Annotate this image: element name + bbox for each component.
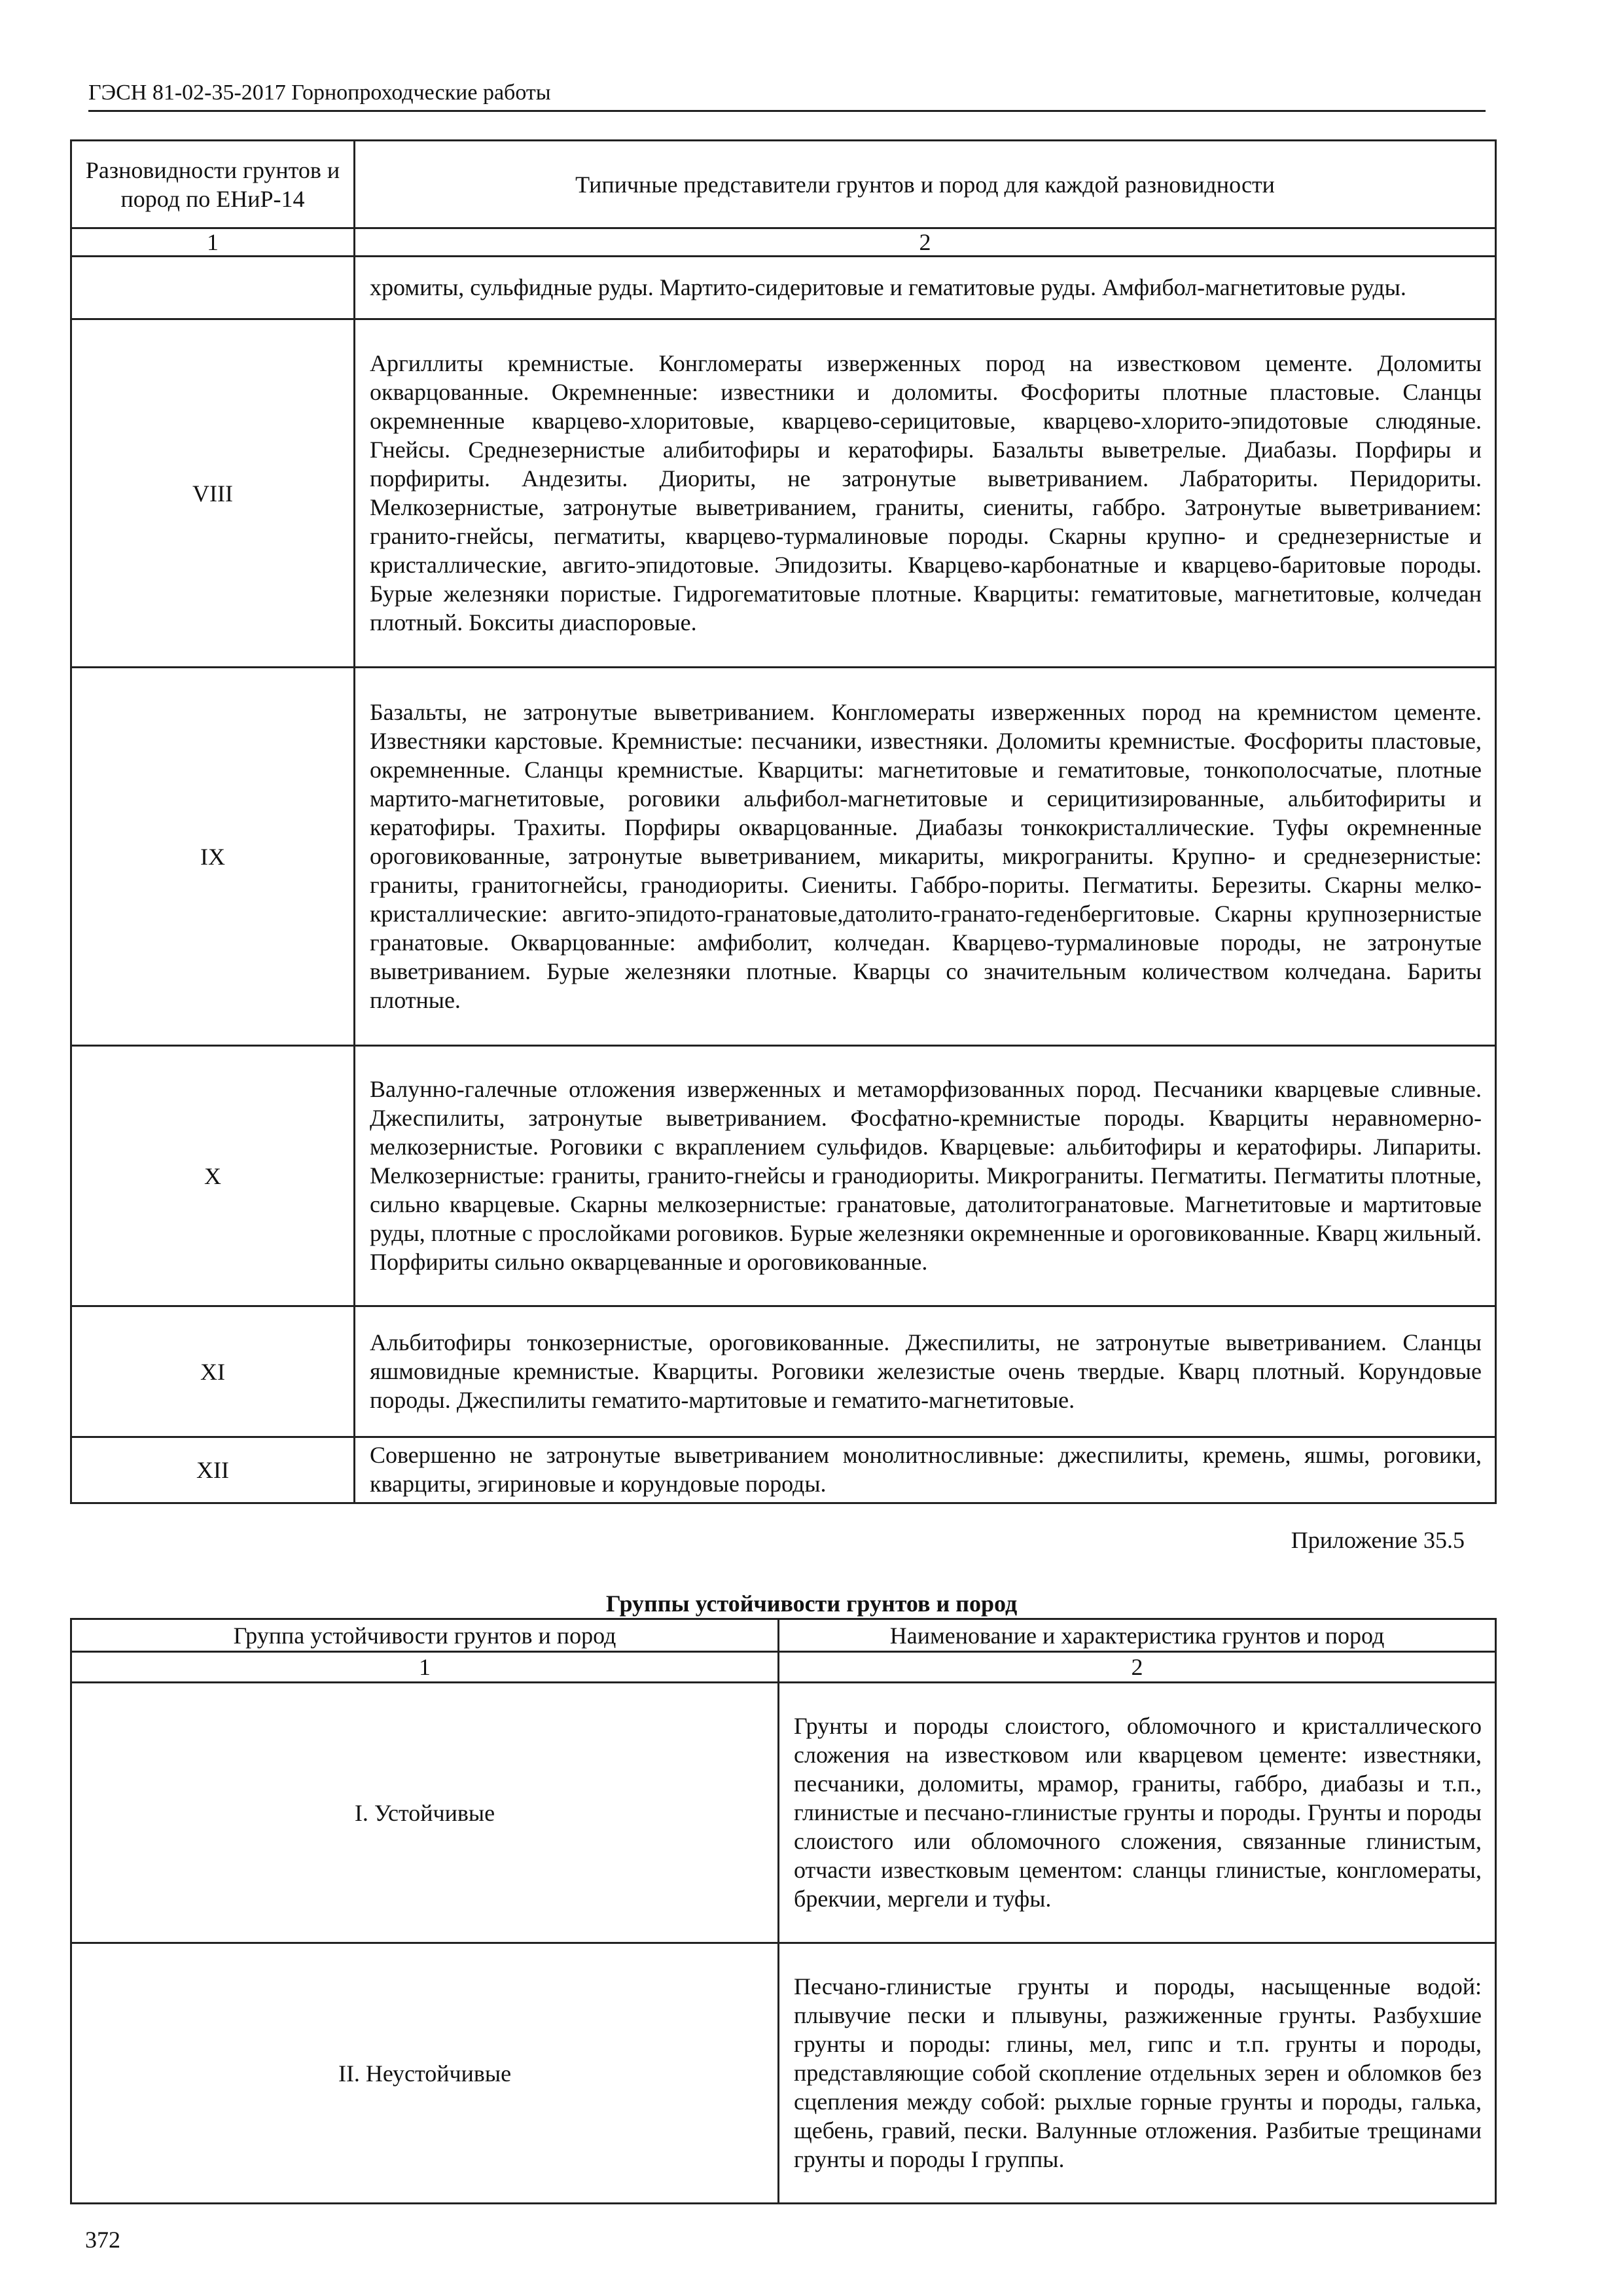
rock-classification-table (70, 139, 1497, 1504)
table-row (71, 319, 1496, 668)
table-row (71, 1943, 1496, 2204)
column-number-2: 2 (779, 1652, 1496, 1683)
category-cell: X (71, 1046, 355, 1306)
appendix-label: Приложение 35.5 (1291, 1527, 1465, 1553)
page-number: 372 (85, 2227, 120, 2253)
table-header-row (71, 141, 1496, 228)
table-row (71, 668, 1496, 1046)
characteristics-cell: Грунты и породы слоистого, обломочного и кристаллического сложения на известковом или кварцевом цементе: известняки, песчаники, доломиты, мрамор, граниты, габбро, диабазы и т.п., глинистые и песчано-глинистые грунты и породы. Грунты и породы слоистого или обломочного сложения, связанные глинистым, отчасти известковым цементом: сланцы глинистые, конгломераты, брекчии, мергели и туфы. (779, 1683, 1496, 1943)
characteristics-cell: Песчано-глинистые грунты и породы, насыщенные водой: плывучие пески и плывуны, разжиженные грунты. Разбухшие грунты и породы: глины, мел, гипс и т.п. грунты и породы, представляющие собой скопление отдельных зерен и обломков без сцепления между собой: рыхлые горные грунты и породы, галька, щебень, гравий, пески. Валунные отложения. Разбитые трещинами грунты и породы I группы. (779, 1943, 1496, 2204)
description-cell: Валунно-галечные отложения изверженных и метаморфизованных пород. Песчаники кварцевые сливные. Джеспилиты, затронутые выветриванием. Фосфатно-кремнистые породы. Кварциты неравномерно-мелкозернистые. Роговики с вкраплением сульфидов. Кварцевые: альбитофиры и кератофиры. Липариты. Мелкозернистые: граниты, гранито-гнейсы и гранодиориты. Микрограниты. Пегматиты. Пегматиты плотные, сильно кварцевые. Скарны мелкозернистые: гранатовые, датолитогранатовые. Магнетитовые и мартитовые руды, плотные с прослойками роговиков. Бурые железняки окремненные и ороговикованные. Кварц жильный. Порфириты сильно окварцеванные и ороговикованные. (355, 1046, 1496, 1306)
table-row (71, 1437, 1496, 1503)
description-cell: Совершенно не затронутые выветриванием монолитносливные: джеспилиты, кремень, яшмы, роговики, кварциты, эгириновые и корундовые породы. (355, 1437, 1496, 1503)
category-cell: XII (71, 1437, 355, 1503)
category-cell: XI (71, 1306, 355, 1437)
table-row (71, 1306, 1496, 1437)
description-cell: Аргиллиты кремнистые. Конгломераты изверженных пород на известковом цементе. Доломиты окварцованные. Окремненные: известники и доломиты. Фосфориты плотные пластовые. Сланцы окремненные кварцево-хлоритовые, кварцево-серицитовые, кварцево-хлорито-эпидотовые слюдяные. Гнейсы. Среднезернистые алибитофиры и кератофиры. Базальты выветрелые. Диабазы. Порфиры и порфириты. Андезиты. Диориты, не затронутые выветриванием. Лабраториты. Перидориты. Мелкозернистые, затронутые выветриванием, граниты, сиениты, габбро. Затронутые выветриванием: гранито-гнейсы, пегматиты, кварцево-турмалиновые породы. Скарны крупно- и среднезернистые и кристаллические, авгито-эпидотовые. Эпидозиты. Кварцево-карбонатные и кварцево-баритовые породы. Бурые железняки пористые. Гидрогематитовые плотные. Кварциты: гематитовые, магнетитовые, колчедан плотный. Бокситы диаспоровые. (355, 319, 1496, 668)
stability-groups-table (70, 1618, 1497, 2204)
description-cell: Базальты, не затронутые выветриванием. Конгломераты изверженных пород на кремнистом цементе. Известняки карстовые. Кремнистые: песчаники, известняки. Доломиты кремнистые. Фосфориты пластовые, окремненные. Сланцы кремнистые. Кварциты: магнетитовые и гематитовые, тонкополосчатые, плотные мартито-магнетитовые, роговики альфибол-магнетитовые и серицитизированные, альбитофириты и кератофиры. Трахиты. Порфиры окварцованные. Диабазы тонкокристаллические. Туфы окремненные ороговикованные, затронутые выветриванием, микариты, микрограниты. Крупно- и среднезернистые: граниты, гранитогнейсы, гранодиориты. Сиениты. Габбро-пориты. Пегматиты. Березиты. Скарны мелко-кристаллические: авгито-эпидото-гранатовые,датолито-гранато-геденбергитовые. Скарны крупнозернистые гранатовые. Окварцованные: амфиболит, колчедан. Кварцево-турмалиновые породы, не затронутые выветриванием. Бурые железняки плотные. Кварцы со значительным количеством колчедана. Бариты плотные. (355, 668, 1496, 1046)
column-header-representatives: Типичные представители грунтов и пород для каждой разновидности (355, 141, 1496, 228)
column-number-1: 1 (71, 1652, 779, 1683)
table-row (71, 1683, 1496, 1943)
category-cell: VIII (71, 319, 355, 668)
category-cell: IX (71, 668, 355, 1046)
column-number-row (71, 1652, 1496, 1683)
column-header-category: Разновидности грунтов и пород по ЕНиР-14 (71, 141, 355, 228)
category-cell (71, 257, 355, 319)
column-number-2: 2 (355, 228, 1496, 257)
description-cell: Альбитофиры тонкозернистые, ороговикованные. Джеспилиты, не затронутые выветриванием. Сланцы яшмовидные кремнистые. Кварциты. Роговики железистые очень твердые. Кварц плотный. Корундовые породы. Джеспилиты гематито-мартитовые и гематито-магнетитовые. (355, 1306, 1496, 1437)
description-cell: хромиты, сульфидные руды. Мартито-сидеритовые и гематитовые руды. Амфибол-магнетитовые руды. (355, 257, 1496, 319)
column-header-group: Группа устойчивости грунтов и пород (71, 1619, 779, 1652)
column-number-1: 1 (71, 228, 355, 257)
running-header: ГЭСН 81-02-35-2017 Горнопроходческие работы (88, 77, 1486, 112)
table-row (71, 257, 1496, 319)
table-header-row (71, 1619, 1496, 1652)
table-title: Группы устойчивости грунтов и пород (605, 1590, 1018, 1617)
group-cell: II. Неустойчивые (71, 1943, 779, 2204)
column-header-characteristics: Наименование и характеристика грунтов и пород (779, 1619, 1496, 1652)
group-cell: I. Устойчивые (71, 1683, 779, 1943)
column-number-row (71, 228, 1496, 257)
table-row (71, 1046, 1496, 1306)
